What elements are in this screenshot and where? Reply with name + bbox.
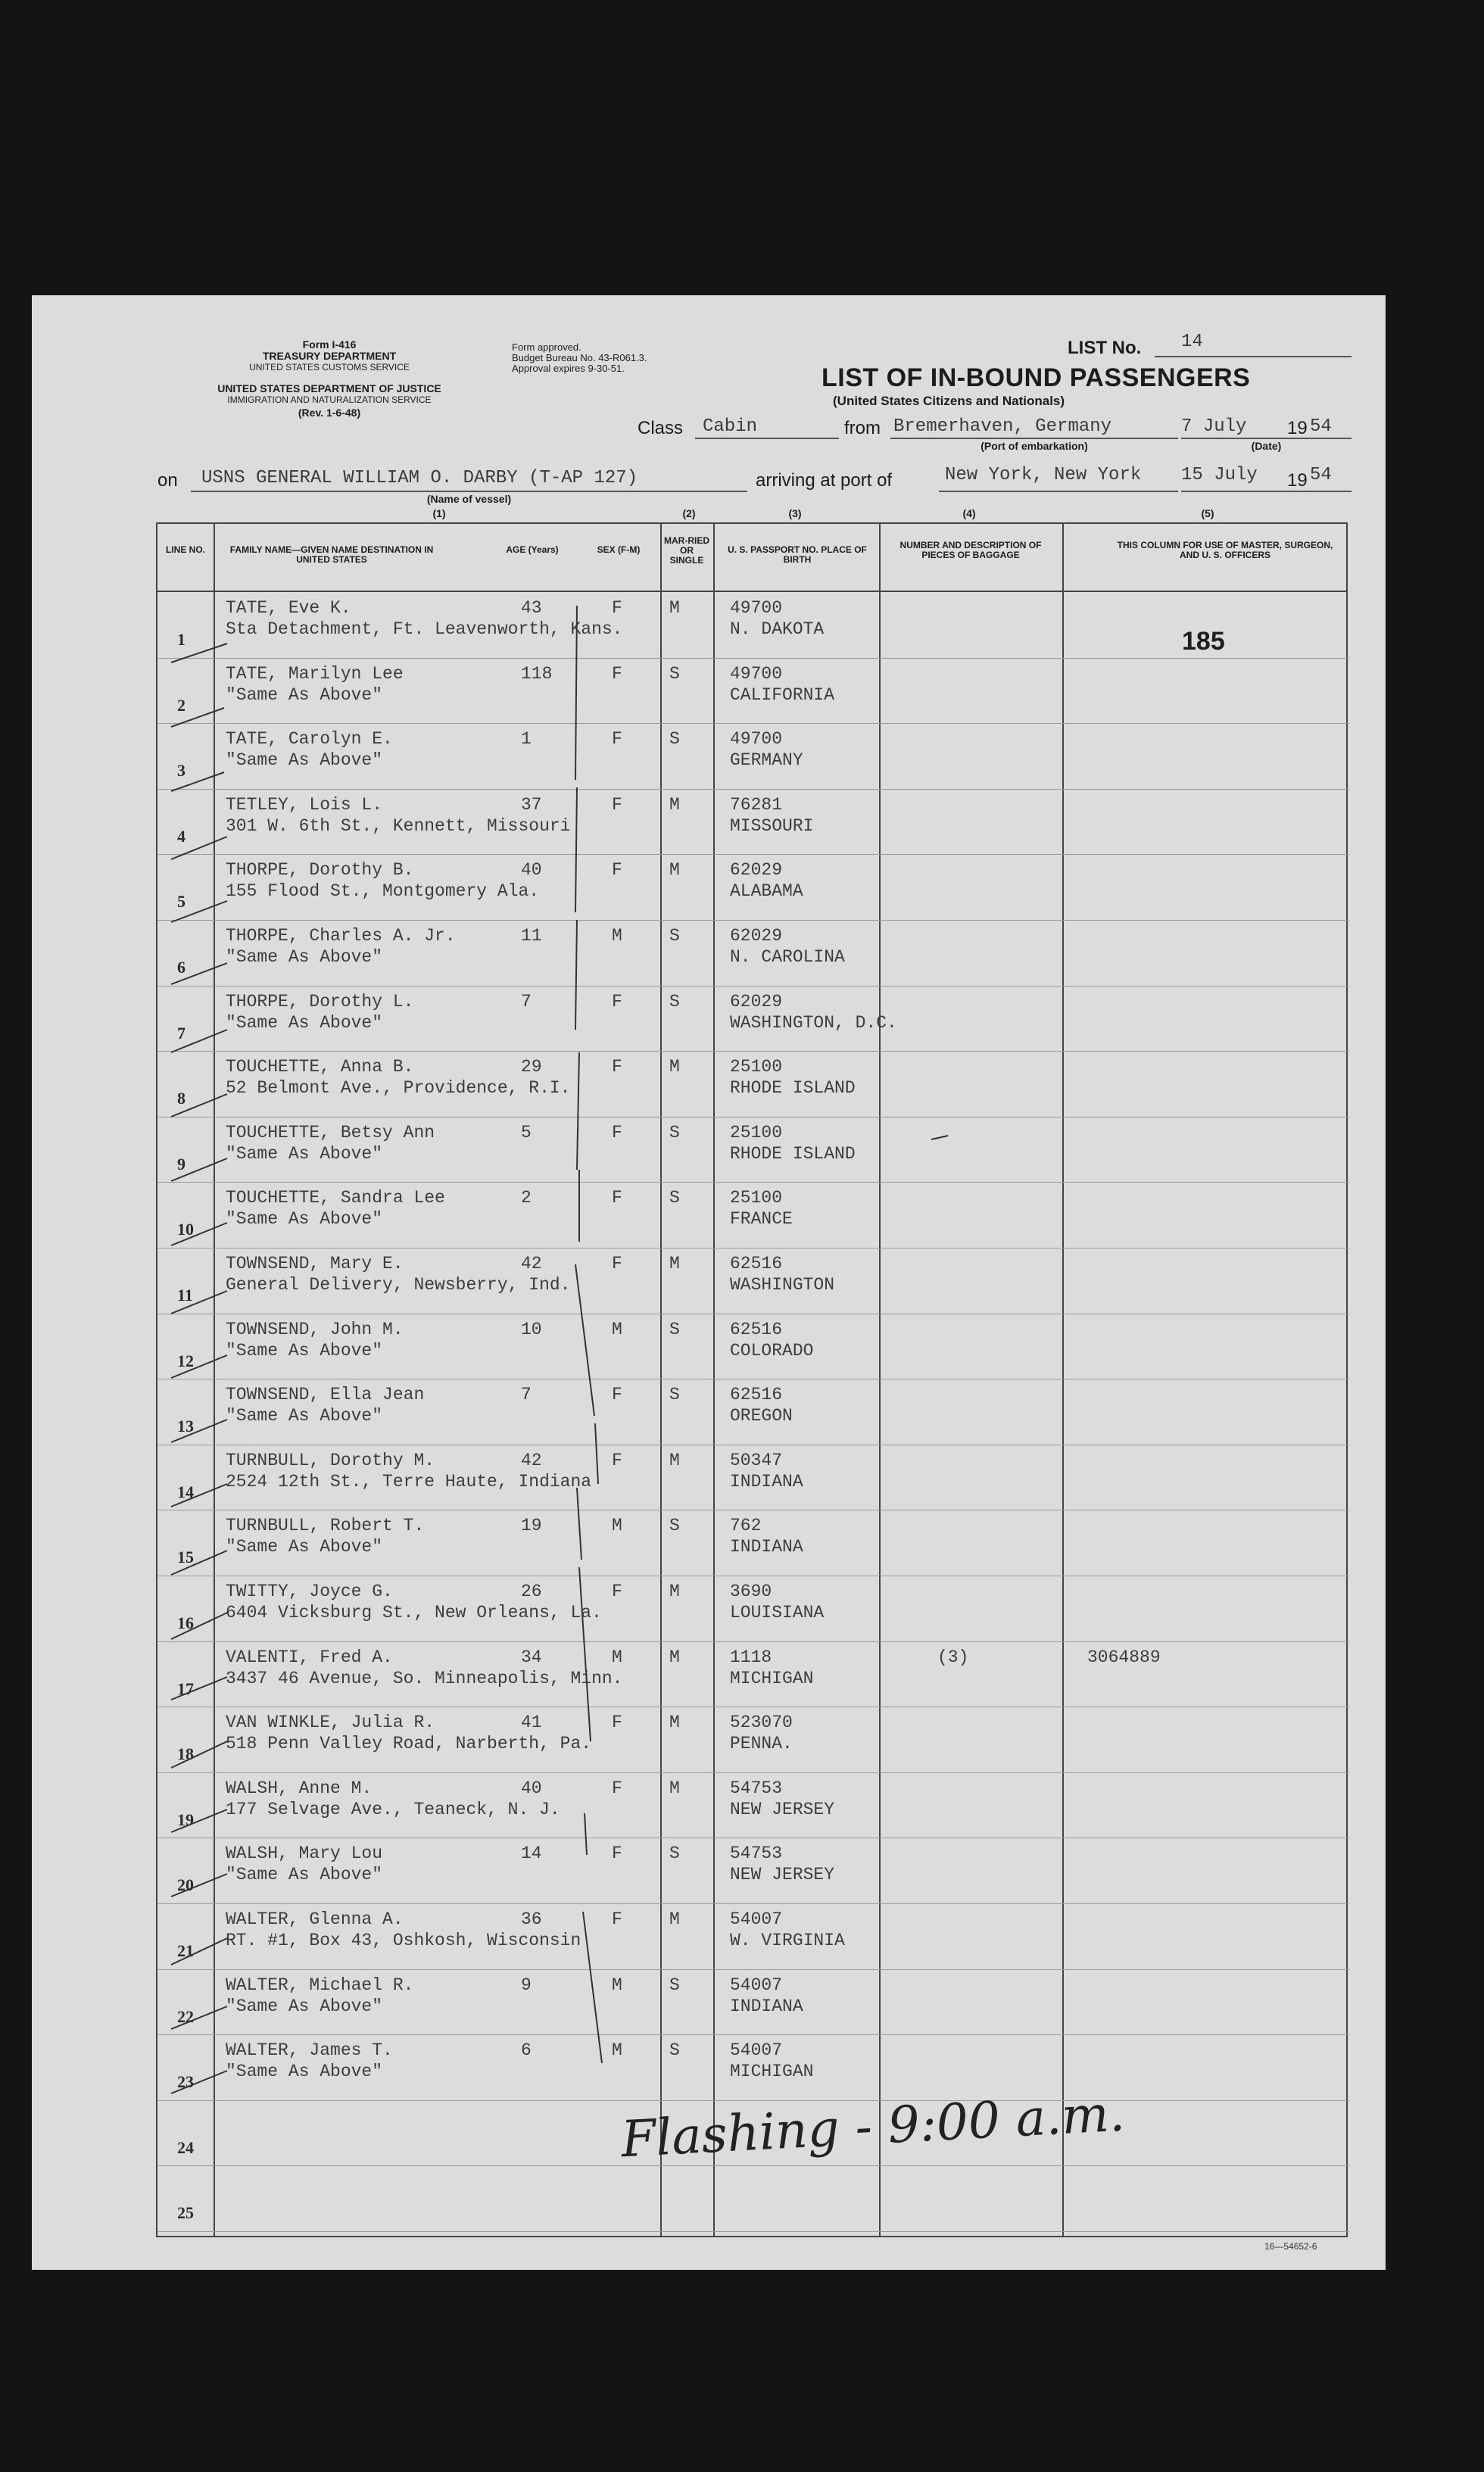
cell-baggage: (3) xyxy=(937,1647,969,1667)
list-subtitle: (United States Citizens and Nationals) xyxy=(833,394,1065,408)
cell-ms: S xyxy=(669,1319,680,1339)
cell-age: 40 xyxy=(521,1778,542,1798)
line-number: 1 xyxy=(177,630,186,649)
date2-year: 54 xyxy=(1310,465,1332,485)
cell-age: 37 xyxy=(521,794,542,815)
approval-line-1: Form approved. xyxy=(512,341,581,353)
cell-dest: "Same As Above" xyxy=(226,1012,383,1033)
cell-birth: NEW JERSEY xyxy=(730,1865,835,1885)
cell-ms: S xyxy=(669,1122,680,1142)
cell-name: THORPE, Dorothy L. xyxy=(226,991,414,1012)
treasury-dept: TREASURY DEPARTMENT xyxy=(262,350,397,362)
cell-ms: S xyxy=(669,1844,680,1864)
col-header-officers: THIS COLUMN FOR USE OF MASTER, SURGEON, AND U. S. OFFICERS xyxy=(1117,540,1333,560)
cell-birth: CALIFORNIA xyxy=(730,684,835,705)
line-number: 15 xyxy=(177,1548,194,1567)
col-num-4: (4) xyxy=(962,507,976,519)
cell-dest: 3437 46 Avenue, So. Minneapolis, Minn. xyxy=(226,1668,623,1688)
cell-dest: "Same As Above" xyxy=(226,1143,383,1164)
line-number: 9 xyxy=(177,1154,186,1174)
cell-age: 7 xyxy=(521,1385,532,1405)
cell-dest: 2524 12th St., Terre Haute, Indiana xyxy=(226,1471,592,1492)
cell-birth: PENNA. xyxy=(730,1734,793,1754)
cell-passport: 62516 xyxy=(730,1385,783,1405)
cell-sex: F xyxy=(612,1188,622,1208)
line-number: 20 xyxy=(177,1875,194,1895)
cell-age: 19 xyxy=(521,1516,542,1536)
customs-service: UNITED STATES CUSTOMS SERVICE xyxy=(249,362,410,373)
cell-sex: F xyxy=(612,1057,622,1077)
cell-ms: S xyxy=(669,1516,680,1536)
cell-dest: 518 Penn Valley Road, Narberth, Pa. xyxy=(226,1734,592,1754)
cell-name: VAN WINKLE, Julia R. xyxy=(226,1713,435,1733)
cell-passport: 54007 xyxy=(730,2040,783,2061)
line-number: 23 xyxy=(177,2072,194,2092)
cell-dest: "Same As Above" xyxy=(226,1406,383,1426)
cell-ms: S xyxy=(669,1975,680,1995)
date2-year-prefix: 19 xyxy=(1287,470,1308,491)
cell-sex: M xyxy=(612,926,622,946)
date-caption: (Date) xyxy=(1251,440,1282,452)
list-no-value: 14 xyxy=(1181,332,1203,352)
cell-age: 6 xyxy=(521,2040,532,2061)
cell-ms: S xyxy=(669,663,680,684)
line-number: 24 xyxy=(177,2137,194,2157)
cell-sex: M xyxy=(612,1516,622,1536)
cell-passport: 54007 xyxy=(730,1975,783,1995)
cell-birth: OREGON xyxy=(730,1406,793,1426)
cell-name: TATE, Eve K. xyxy=(226,598,351,618)
cell-name: WALTER, Glenna A. xyxy=(226,1909,404,1929)
col-num-3: (3) xyxy=(788,507,802,519)
list-no-label: LIST No. xyxy=(1068,338,1142,358)
cell-passport: 25100 xyxy=(730,1122,783,1142)
cell-ms: S xyxy=(669,1385,680,1405)
cell-passport: 62516 xyxy=(730,1319,783,1339)
cell-ms: S xyxy=(669,2040,680,2061)
cell-birth: COLORADO xyxy=(730,1340,814,1361)
cell-age: 26 xyxy=(521,1582,542,1601)
line-number: 3 xyxy=(177,761,186,781)
line-number: 8 xyxy=(177,1089,186,1108)
col-header-baggage: NUMBER AND DESCRIPTION OF PIECES OF BAGGAGE xyxy=(899,540,1042,560)
cell-dest: 6404 Vicksburg St., New Orleans, La. xyxy=(226,1603,602,1623)
cell-dest: "Same As Above" xyxy=(226,1996,383,2016)
cell-passport: 54007 xyxy=(730,1909,783,1929)
from-value: Bremerhaven, Germany xyxy=(893,416,1112,437)
cell-ms: M xyxy=(669,598,680,618)
ditto-mark xyxy=(931,1136,948,1139)
line-number: 2 xyxy=(177,695,186,715)
embark-caption: (Port of embarkation) xyxy=(980,440,1088,452)
cell-dest: General Delivery, Newsberry, Ind. xyxy=(226,1275,571,1295)
cell-birth: NEW JERSEY xyxy=(730,1799,835,1819)
cell-birth: WASHINGTON, D.C. xyxy=(730,1012,897,1033)
cell-birth: INDIANA xyxy=(730,1996,803,2016)
cell-name: TURNBULL, Robert T. xyxy=(226,1516,425,1536)
doj-heading: UNITED STATES DEPARTMENT OF JUSTICE xyxy=(217,382,441,394)
cell-name: TATE, Carolyn E. xyxy=(226,729,393,750)
cell-birth: MICHIGAN xyxy=(730,1668,814,1688)
cell-name: WALTER, Michael R. xyxy=(226,1975,414,1995)
cell-dest: 155 Flood St., Montgomery Ala. xyxy=(226,881,540,902)
col-num-2: (2) xyxy=(682,507,696,519)
cell-passport: 523070 xyxy=(730,1713,793,1733)
col-header-sex: SEX (F-M) xyxy=(597,544,641,555)
cell-age: 41 xyxy=(521,1713,542,1733)
cell-name: WALSH, Anne M. xyxy=(226,1778,373,1798)
cell-sex: M xyxy=(612,1975,622,1995)
cell-birth: ALABAMA xyxy=(730,881,803,902)
cell-ms: M xyxy=(669,1582,680,1601)
cell-name: TOUCHETTE, Anna B. xyxy=(226,1057,414,1077)
bracket-marks xyxy=(575,606,602,2063)
cell-sex: F xyxy=(612,1778,622,1798)
cell-dest: "Same As Above" xyxy=(226,750,383,771)
line-number: 5 xyxy=(177,892,186,912)
date1-value: 7 July xyxy=(1181,416,1247,437)
cell-officer: 3064889 xyxy=(1087,1647,1161,1667)
line-number: 13 xyxy=(177,1417,194,1436)
cell-passport: 25100 xyxy=(730,1057,783,1077)
cell-name: TETLEY, Lois L. xyxy=(226,794,383,815)
cell-sex: F xyxy=(612,663,622,684)
cell-birth: LOUISIANA xyxy=(730,1603,825,1623)
line-number: 7 xyxy=(177,1023,186,1043)
cell-ms: M xyxy=(669,1254,680,1273)
cell-birth: MISSOURI xyxy=(730,815,814,836)
cell-sex: F xyxy=(612,1844,622,1864)
cell-age: 9 xyxy=(521,1975,532,1995)
cell-passport: 762 xyxy=(730,1516,762,1536)
line-number: 17 xyxy=(177,1679,194,1698)
print-code: 16—54652-6 xyxy=(1264,2241,1317,2252)
cell-passport: 62029 xyxy=(730,926,783,946)
cell-birth: INDIANA xyxy=(730,1537,803,1557)
cell-age: 7 xyxy=(521,991,532,1012)
line-number: 12 xyxy=(177,1351,194,1370)
line-number: 25 xyxy=(177,2203,194,2223)
line-number: 19 xyxy=(177,1810,194,1829)
line-number: 16 xyxy=(177,1613,194,1632)
count-stamp: 185 xyxy=(1182,627,1225,656)
cell-sex: F xyxy=(612,598,622,618)
cell-age: 29 xyxy=(521,1057,542,1077)
port-value: New York, New York xyxy=(945,465,1142,485)
cell-age: 10 xyxy=(521,1319,542,1339)
cell-sex: F xyxy=(612,729,622,750)
cell-dest: "Same As Above" xyxy=(226,684,383,705)
cell-dest: 301 W. 6th St., Kennett, Missouri xyxy=(226,815,571,836)
ins-heading: IMMIGRATION AND NATURALIZATION SERVICE xyxy=(227,394,432,405)
cell-sex: M xyxy=(612,1647,622,1667)
cell-sex: M xyxy=(612,1319,622,1339)
cell-age: 2 xyxy=(521,1188,532,1208)
cell-birth: W. VIRGINIA xyxy=(730,1931,845,1950)
cell-passport: 25100 xyxy=(730,1188,783,1208)
line-number: 21 xyxy=(177,1941,194,1960)
cell-name: VALENTI, Fred A. xyxy=(226,1647,393,1667)
col-num-5: (5) xyxy=(1201,507,1214,519)
approval-line-2: Budget Bureau No. 43-R061.3. xyxy=(512,352,647,363)
cell-ms: M xyxy=(669,794,680,815)
cell-passport: 76281 xyxy=(730,794,783,815)
col-header-age: AGE (Years) xyxy=(506,544,559,555)
cell-passport: 62516 xyxy=(730,1254,783,1273)
line-number: 11 xyxy=(177,1286,193,1305)
cell-age: 43 xyxy=(521,598,542,618)
col-header-name: FAMILY NAME—GIVEN NAME DESTINATION IN UNITED STATES xyxy=(229,544,434,565)
cell-dest: "Same As Above" xyxy=(226,2062,383,2082)
cell-sex: F xyxy=(612,1713,622,1733)
cell-dest: "Same As Above" xyxy=(226,1209,383,1230)
cell-sex: F xyxy=(612,1909,622,1929)
cell-name: TATE, Marilyn Lee xyxy=(226,663,404,684)
cell-dest: "Same As Above" xyxy=(226,1865,383,1885)
line-number: 22 xyxy=(177,2006,194,2026)
cell-ms: M xyxy=(669,860,680,881)
handwritten-note: Flashing - 9:00 a.m. xyxy=(619,2084,1127,2169)
cell-age: 14 xyxy=(521,1844,542,1864)
cell-passport: 62029 xyxy=(730,991,783,1012)
cell-age: 1 xyxy=(521,729,532,750)
class-value: Cabin xyxy=(703,416,758,437)
cell-ms: S xyxy=(669,991,680,1012)
cell-age: 42 xyxy=(521,1254,542,1273)
col-header-passport: U. S. PASSPORT NO. PLACE OF BIRTH xyxy=(728,544,867,565)
cell-passport: 49700 xyxy=(730,729,783,750)
col-header-line-no: LINE NO. xyxy=(165,544,205,555)
cell-birth: RHODE ISLAND xyxy=(730,1143,856,1164)
cell-passport: 54753 xyxy=(730,1844,783,1864)
cell-name: TOWNSEND, Mary E. xyxy=(226,1254,404,1273)
cell-name: TURNBULL, Dorothy M. xyxy=(226,1450,435,1470)
arriving-label: arriving at port of xyxy=(756,470,893,491)
cell-birth: FRANCE xyxy=(730,1209,793,1230)
cell-ms: M xyxy=(669,1450,680,1470)
form-id: Form I-416 xyxy=(302,338,357,351)
on-label: on xyxy=(157,470,178,491)
list-title: LIST OF IN-BOUND PASSENGERS xyxy=(822,363,1251,392)
cell-ms: S xyxy=(669,926,680,946)
cell-sex: F xyxy=(612,860,622,881)
cell-ms: M xyxy=(669,1713,680,1733)
cell-dest: 52 Belmont Ave., Providence, R.I. xyxy=(226,1078,571,1099)
cell-sex: F xyxy=(612,1254,622,1273)
line-number: 6 xyxy=(177,958,186,977)
cell-age: 5 xyxy=(521,1122,532,1142)
date1-year: 54 xyxy=(1310,416,1332,437)
col-num-1: (1) xyxy=(432,507,446,519)
cell-passport: 50347 xyxy=(730,1450,783,1470)
from-label: from xyxy=(844,418,881,438)
cell-age: 36 xyxy=(521,1909,542,1929)
cell-age: 34 xyxy=(521,1647,542,1667)
approval-line-3: Approval expires 9-30-51. xyxy=(512,363,625,374)
vessel-caption: (Name of vessel) xyxy=(426,493,512,505)
cell-ms: M xyxy=(669,1057,680,1077)
cell-name: TOWNSEND, John M. xyxy=(226,1319,404,1339)
form-revision: (Rev. 1-6-48) xyxy=(298,407,361,419)
cell-ms: M xyxy=(669,1909,680,1929)
cell-ms: S xyxy=(669,1188,680,1208)
cell-name: TOUCHETTE, Sandra Lee xyxy=(226,1188,445,1208)
cell-sex: F xyxy=(612,794,622,815)
cell-passport: 3690 xyxy=(730,1582,772,1601)
cell-sex: M xyxy=(612,2040,622,2061)
check-marks xyxy=(171,644,227,2093)
cell-dest: RT. #1, Box 43, Oshkosh, Wisconsin xyxy=(226,1931,581,1950)
cell-ms: M xyxy=(669,1778,680,1798)
cell-birth: N. CAROLINA xyxy=(730,947,845,967)
cell-age: 42 xyxy=(521,1450,542,1470)
line-number: 14 xyxy=(177,1482,194,1501)
cell-ms: S xyxy=(669,729,680,750)
cell-birth: INDIANA xyxy=(730,1471,803,1492)
date1-year-prefix: 19 xyxy=(1287,418,1308,438)
cell-sex: F xyxy=(612,1450,622,1470)
cell-dest: "Same As Above" xyxy=(226,947,383,967)
cell-name: WALTER, James T. xyxy=(226,2040,393,2061)
cell-age: 11 xyxy=(521,926,542,946)
cell-dest: Sta Detachment, Ft. Leavenworth, Kans. xyxy=(226,619,623,639)
cell-name: THORPE, Dorothy B. xyxy=(226,860,414,881)
cell-sex: F xyxy=(612,1385,622,1405)
class-label: Class xyxy=(638,418,684,438)
line-number: 10 xyxy=(177,1220,194,1239)
vessel-value: USNS GENERAL WILLIAM O. DARBY (T-AP 127) xyxy=(201,468,638,488)
cell-passport: 1118 xyxy=(730,1647,772,1667)
cell-dest: 177 Selvage Ave., Teaneck, N. J. xyxy=(226,1799,560,1819)
line-number: 18 xyxy=(177,1744,194,1764)
cell-ms: M xyxy=(669,1647,680,1667)
cell-sex: F xyxy=(612,1122,622,1142)
cell-birth: N. DAKOTA xyxy=(730,619,825,639)
cell-name: THORPE, Charles A. Jr. xyxy=(226,926,456,946)
cell-birth: RHODE ISLAND xyxy=(730,1078,856,1099)
cell-passport: 49700 xyxy=(730,598,783,618)
cell-sex: F xyxy=(612,1582,622,1601)
cell-sex: F xyxy=(612,991,622,1012)
cell-passport: 62029 xyxy=(730,860,783,881)
cell-birth: MICHIGAN xyxy=(730,2062,814,2082)
cell-birth: WASHINGTON xyxy=(730,1275,835,1295)
cell-age: 118 xyxy=(521,663,553,684)
cell-dest: "Same As Above" xyxy=(226,1340,383,1361)
cell-passport: 49700 xyxy=(730,663,783,684)
line-number: 4 xyxy=(177,826,186,846)
cell-name: TWITTY, Joyce G. xyxy=(226,1582,393,1601)
cell-birth: GERMANY xyxy=(730,750,803,771)
cell-passport: 54753 xyxy=(730,1778,783,1798)
col-header-married: MAR-RIED OR SINGLE xyxy=(664,535,709,566)
cell-name: TOUCHETTE, Betsy Ann xyxy=(226,1122,435,1142)
date2-value: 15 July xyxy=(1181,465,1258,485)
cell-name: TOWNSEND, Ella Jean xyxy=(226,1385,425,1405)
cell-age: 40 xyxy=(521,860,542,881)
cell-name: WALSH, Mary Lou xyxy=(226,1844,383,1864)
cell-dest: "Same As Above" xyxy=(226,1537,383,1557)
